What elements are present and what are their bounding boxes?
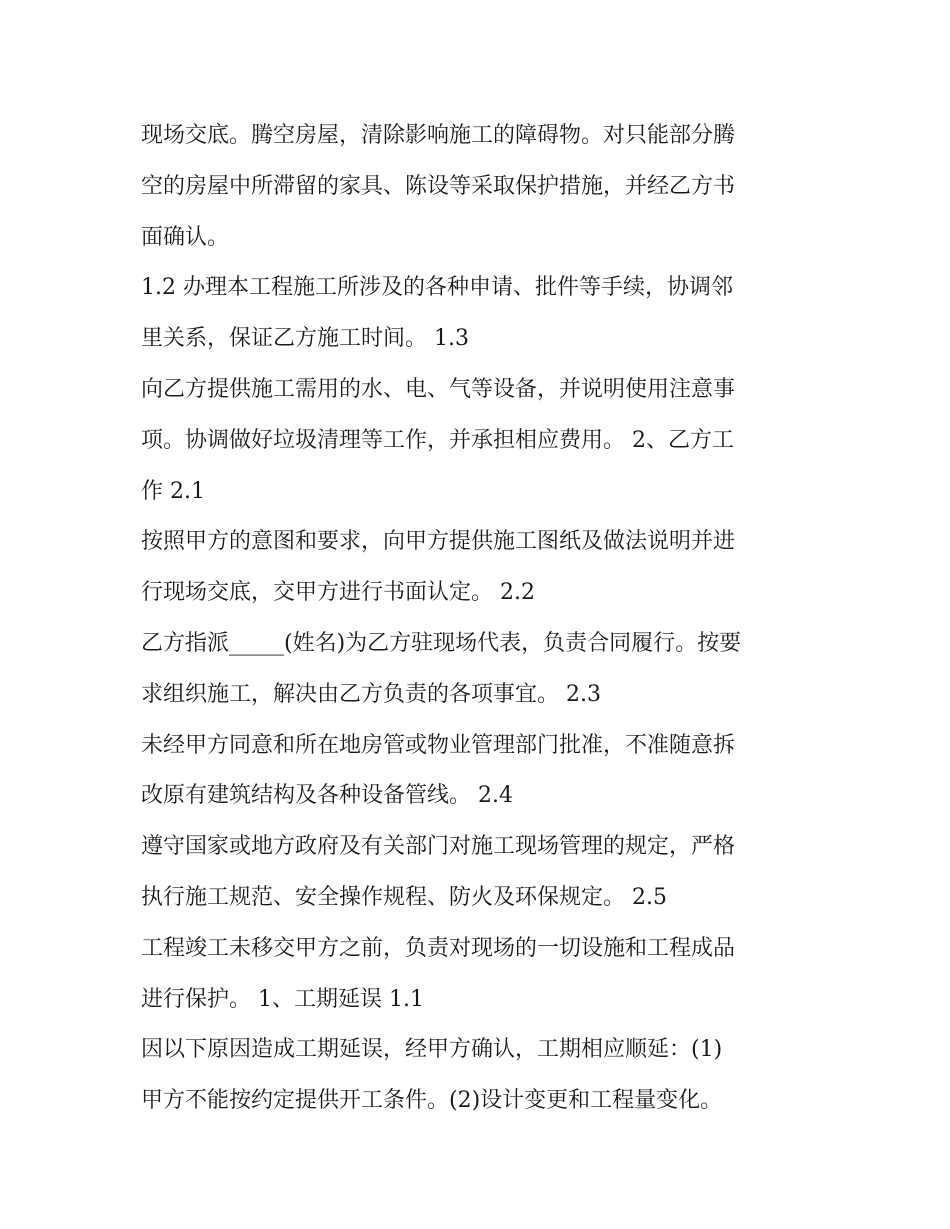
text-line: 1.2 办理本工程施工所涉及的各种申请、批件等手续，协调邻 [141, 275, 733, 301]
text-line: 进行保护。 1、工期延误 1.1 [141, 986, 424, 1012]
text-line: 未经甲方同意和所在地房管或物业管理部门批准，不准随意拆 [141, 732, 736, 758]
text-line: 因以下原因造成工期延误，经甲方确认，工期相应顺延：(1) [141, 1037, 723, 1063]
text-line: 甲方不能按约定提供开工条件。(2)设计变更和工程量变化。 [141, 1088, 723, 1114]
text-line: 现场交底。腾空房屋，清除影响施工的障碍物。对只能部分腾 [141, 123, 736, 148]
text-line: 求组织施工，解决由乙方负责的各项事宜。 2.3 [141, 681, 601, 707]
text-line: 作 2.1 [141, 478, 205, 504]
text-line: 按照甲方的意图和要求，向甲方提供施工图纸及做法说明并进 [141, 529, 736, 555]
text-line: 执行施工规范、安全操作规程、防火及环保规定。 2.5 [141, 884, 667, 910]
text-line: 行现场交底，交甲方进行书面认定。 2.2 [141, 580, 535, 606]
text-line: 工程竣工未移交甲方之前，负责对现场的一切设施和工程成品 [141, 935, 736, 961]
text-line: 空的房屋中所滞留的家具、陈设等采取保护措施，并经乙方书 [141, 173, 736, 199]
text-line: 里关系，保证乙方施工时间。 1.3 [141, 326, 469, 352]
text-line: 遵守国家或地方政府及有关部门对施工现场管理的规定，严格 [141, 834, 736, 860]
text-line: 乙方指派_____(姓名)为乙方驻现场代表，负责合同履行。按要 [141, 630, 742, 656]
text-line: 面确认。 [141, 224, 230, 250]
document-body [141, 111, 821, 1127]
text-line: 改原有建筑结构及各种设备管线。 2.4 [141, 783, 513, 809]
text-line: 向乙方提供施工需用的水、电、气等设备，并说明使用注意事 [141, 376, 736, 402]
text-line: 项。协调做好垃圾清理等工作，并承担相应费用。 2、乙方工 [141, 427, 734, 453]
